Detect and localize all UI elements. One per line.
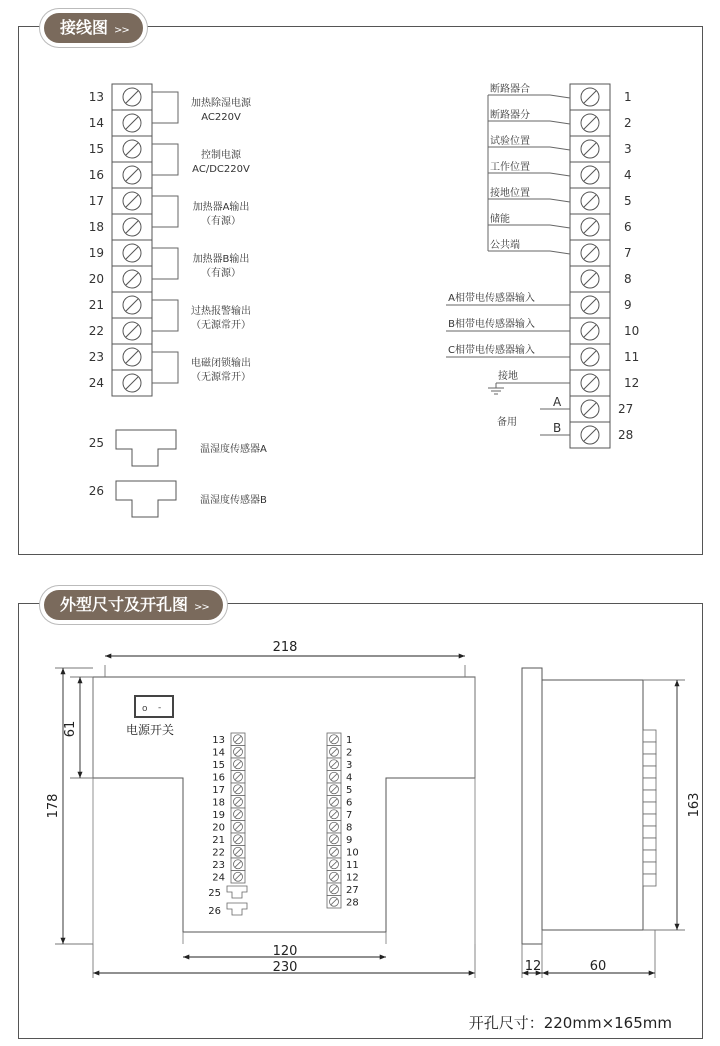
front-num: 12 [346, 872, 359, 884]
front-num: 16 [212, 772, 225, 784]
front-num: 19 [212, 810, 225, 821]
right-num: 8 [624, 272, 632, 286]
front-num: 11 [346, 860, 359, 871]
left-num: 20 [88, 272, 104, 286]
label-line2: AC220V [201, 112, 241, 123]
right-num: 11 [624, 350, 640, 364]
right-num: 12 [624, 376, 640, 390]
front-left-terminals [231, 733, 245, 883]
left-num: 18 [88, 220, 104, 234]
dimensions-title: 外型尺寸及开孔图 [60, 595, 189, 614]
sensor-a-number: 25 [88, 436, 104, 450]
dimensions-title-arrows: >> [194, 602, 209, 613]
label-line1: 加热器A输出 [192, 202, 250, 213]
front-num: 13 [212, 735, 225, 746]
right-num: 5 [624, 194, 632, 208]
label-line2: AC/DC220V [192, 164, 250, 175]
ground-label: 接地 [498, 371, 518, 382]
front-num: 18 [212, 797, 225, 809]
front-num: 15 [212, 760, 225, 771]
power-switch-o: o [142, 704, 148, 714]
front-num: 27 [346, 885, 359, 896]
front-num: 6 [346, 797, 353, 809]
spare-b: B [553, 421, 562, 435]
front-num: 17 [212, 785, 225, 796]
right-num: 10 [624, 324, 640, 338]
left-num: 17 [88, 194, 104, 208]
label-line1: 过热报警输出 [191, 306, 251, 317]
right-num: 27 [618, 402, 634, 416]
front-num: 10 [346, 847, 359, 859]
spare-a: A [553, 395, 562, 409]
front-num: 21 [212, 835, 225, 846]
right-num: 9 [624, 298, 632, 312]
switch-label: 试验位置 [490, 136, 530, 147]
left-num: 22 [88, 324, 104, 338]
power-switch-label: 电源开关 [126, 723, 175, 737]
left-num: 23 [88, 350, 104, 364]
left-num: 19 [88, 246, 104, 260]
front-num: 3 [346, 760, 353, 771]
wiring-title: 接线图 [60, 18, 109, 37]
wiring-title-arrows: >> [114, 25, 129, 36]
ct-label: B相带电传感器输入 [448, 319, 535, 330]
front-num: 4 [346, 772, 353, 784]
side-view [522, 668, 656, 944]
label-line2: （无源常开） [191, 320, 251, 331]
cutout-size-note: 开孔尺寸：220mm×165mm [468, 1014, 672, 1032]
right-num: 2 [624, 116, 632, 130]
sensor-a-label: 温湿度传感器A [200, 444, 267, 455]
left-num: 13 [88, 90, 104, 104]
ct-label: C相带电传感器输入 [448, 345, 535, 356]
right-num: 1 [624, 90, 632, 104]
left-num: 21 [88, 298, 104, 312]
ct-label: A相带电传感器输入 [448, 293, 535, 304]
front-sensor-num: 25 [208, 888, 221, 899]
dim-120-label: 120 [272, 944, 298, 959]
front-num: 24 [212, 872, 225, 884]
switch-label: 断路器合 [490, 84, 530, 95]
dim-218-label: 218 [272, 640, 298, 655]
label-line2: （有源） [201, 268, 241, 279]
side-terminal-fins [643, 730, 656, 886]
front-num: 2 [346, 747, 353, 759]
front-num: 9 [346, 835, 353, 846]
switch-label: 储能 [490, 214, 510, 225]
right-num: 3 [624, 142, 632, 156]
dim-60-label: 60 [589, 959, 607, 974]
front-num: 5 [346, 785, 353, 796]
front-num: 7 [346, 810, 353, 821]
front-num: 20 [212, 822, 225, 834]
label-line1: 电磁闭锁输出 [191, 358, 251, 369]
front-num: 1 [346, 735, 353, 746]
dim-230-label: 230 [272, 960, 298, 975]
left-num: 24 [88, 376, 104, 390]
front-left-numbers [212, 735, 225, 884]
label-line1: 控制电源 [201, 150, 241, 161]
front-num: 22 [212, 847, 225, 859]
front-num: 14 [212, 747, 225, 759]
sensor-b-label: 温湿度传感器B [200, 495, 267, 506]
left-num: 16 [88, 168, 104, 182]
label-line1: 加热除湿电源 [191, 98, 251, 109]
dim-178-label: 178 [46, 793, 61, 819]
power-switch [135, 696, 173, 717]
spare-label: 备用 [497, 417, 517, 428]
right-num: 6 [624, 220, 632, 234]
dim-12-label: 12 [524, 959, 542, 974]
sensor-b-number: 26 [88, 484, 104, 498]
dim-163-label: 163 [687, 792, 702, 818]
front-num: 23 [212, 860, 225, 871]
label-line1: 加热器B输出 [192, 254, 250, 265]
front-sensor-num: 26 [208, 906, 221, 917]
dim-61-label: 61 [63, 720, 78, 738]
switch-label: 公共端 [490, 240, 520, 251]
label-line2: （有源） [201, 216, 241, 227]
switch-label: 断路器分 [490, 110, 530, 121]
front-num: 28 [346, 897, 359, 909]
front-right-terminals [327, 733, 341, 908]
label-line2: （无源常开） [191, 372, 251, 383]
left-num: 14 [88, 116, 104, 130]
right-num: 28 [618, 428, 634, 442]
front-num: 8 [346, 822, 353, 834]
switch-label: 接地位置 [490, 188, 530, 199]
power-switch-dash: - [158, 703, 162, 713]
right-num: 4 [624, 168, 632, 182]
switch-label: 工作位置 [490, 162, 530, 173]
right-num: 7 [624, 246, 632, 260]
left-num: 15 [88, 142, 104, 156]
